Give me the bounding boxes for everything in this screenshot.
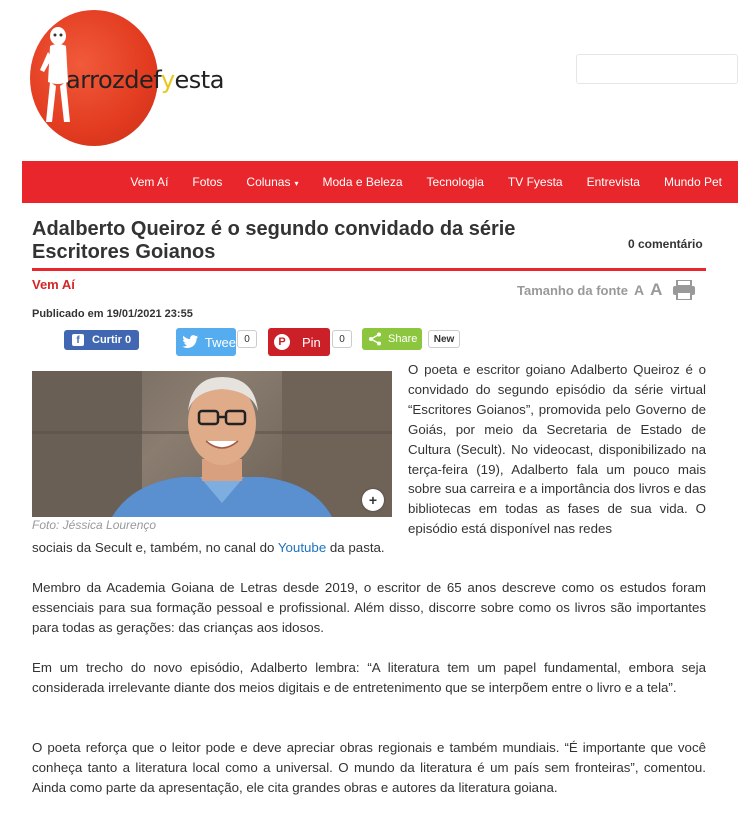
font-size-label: Tamanho da fonte	[517, 282, 628, 298]
search-input[interactable]	[577, 55, 737, 83]
print-icon[interactable]	[672, 280, 696, 300]
search-box[interactable]	[576, 54, 738, 84]
category-link[interactable]: Vem Aí	[32, 277, 75, 292]
twitter-share-button[interactable]	[176, 328, 236, 356]
share-label: Share	[388, 333, 418, 345]
pinterest-pin-label: Pin	[302, 334, 321, 350]
paragraph-4: O poeta reforça que o leitor pode e deve apreciar obras regionais e também mundiais. “É importante que você conheça tanto a literatura local como a universal. O mundo da literatura é um país sem fronteiras”, comentou. Ainda como parte da apresentação, ele cita grandes obras e autores da literatura goiana.	[32, 740, 706, 795]
nav-item-colunas[interactable]	[246, 175, 298, 189]
facebook-icon: f	[72, 334, 84, 346]
share-bar	[0, 328, 750, 358]
paragraph-3: Em um trecho do novo episódio, Adalberto lembra: “A literatura tem um papel fundamental, embora seja considerada irrelevante diante dos meios digitais e de entretenimento que se interpõem entre o livro e a tela”.	[32, 660, 706, 695]
font-size-control	[517, 280, 696, 300]
paragraph-1-text: sociais da Secult e, também, no canal do	[32, 540, 278, 555]
site-header	[0, 0, 750, 160]
pinterest-icon: P	[274, 334, 290, 350]
font-increase-button[interactable]: A	[650, 280, 663, 299]
font-decrease-button[interactable]: A	[633, 282, 645, 298]
nav-item-vem-ai[interactable]: Vem Aí	[130, 175, 169, 189]
twitter-share-count: 0	[237, 330, 257, 348]
nav-item-moda-e-beleza[interactable]: Moda e Beleza	[322, 175, 403, 189]
pinterest-pin-count: 0	[332, 330, 352, 348]
nav-item-mundo-pet[interactable]: Mundo Pet	[663, 175, 722, 189]
article-photo[interactable]	[32, 371, 392, 517]
twitter-bird-icon	[182, 334, 199, 350]
nav-item-tecnologia[interactable]: Tecnologia	[426, 175, 484, 189]
photo-zoom-button[interactable]: +	[362, 489, 384, 511]
share-button[interactable]	[362, 328, 422, 350]
title-divider	[32, 268, 706, 271]
nav-item-entrevista[interactable]: Entrevista	[586, 175, 640, 189]
article-title: Adalberto Queiroz é o segundo convidado da série Escritores Goianos	[32, 218, 516, 263]
nav-item-colunas-label: Colunas	[246, 175, 291, 189]
paragraph-1-continued	[32, 538, 706, 558]
facebook-like-label: Curtir 0	[92, 334, 132, 346]
comments-link[interactable]: 0 comentário	[628, 237, 703, 251]
portrait-illustration	[32, 371, 392, 517]
nav-item-tv-fyesta[interactable]: TV Fyesta	[507, 175, 563, 189]
new-badge: New	[428, 330, 460, 348]
share-icon	[368, 332, 382, 346]
paragraph-2: Membro da Academia Goiana de Letras desde 2019, o escritor de 65 anos descreve como os estudos foram essenciais para sua formação pessoal e profissional. Além disso, discorre sobre como os livros são importantes para todas as gerações: das crianças aos idosos.	[32, 580, 706, 635]
nav-item-fotos[interactable]: Fotos	[192, 175, 223, 189]
paragraph-1-end: da pasta.	[326, 540, 385, 555]
logo-wordmark[interactable]: arrozdefyesta	[66, 66, 224, 94]
paragraph-1: O poeta e escritor goiano Adalberto Queiroz é o convidado do segundo episódio da série virtual “Escritores Goianos”, promovida pelo Governo de Goiás, por meio da Secretaria de Estado de Cultura (Secult). No videocast, disponibilizado na terça-feira (19), Adalberto fala um pouco mais sobre sua carreira e a importância dos livros e das bibliotecas em todas as fases de sua vida. O episódio está disponível nas redes	[408, 362, 706, 537]
facebook-like-button[interactable]	[64, 330, 139, 350]
photo-caption: Foto: Jéssica Lourenço	[32, 518, 157, 532]
main-nav	[22, 161, 738, 203]
pinterest-pin-button[interactable]	[268, 328, 330, 356]
publish-date: Publicado em 19/01/2021 23:55	[32, 308, 193, 320]
twitter-share-label: Twee	[204, 334, 236, 350]
youtube-link[interactable]: Youtube	[277, 540, 327, 555]
chevron-down-icon: ▾	[294, 179, 299, 188]
